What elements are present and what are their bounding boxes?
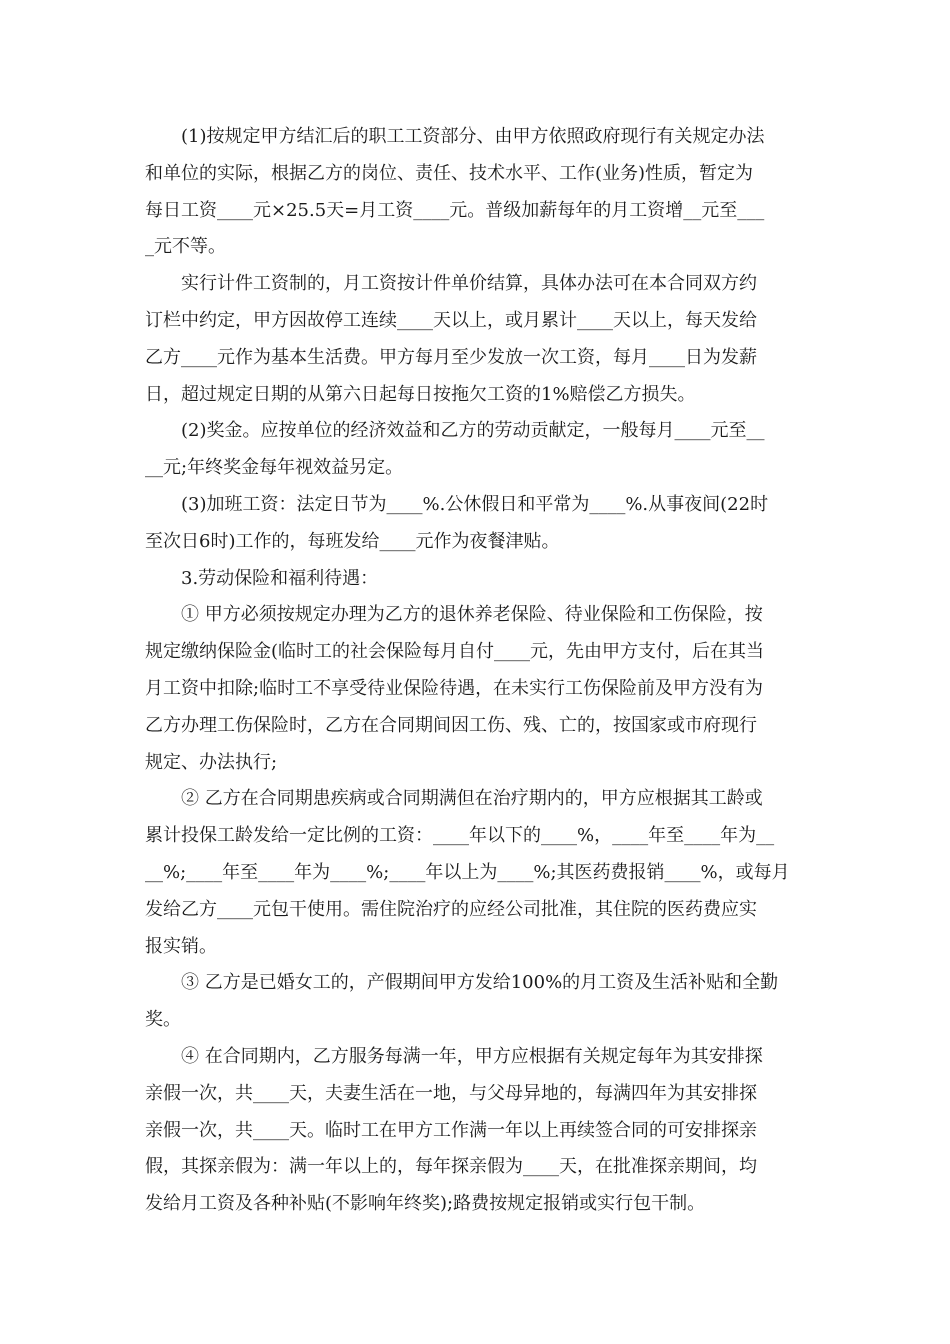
paragraph-sick-leave <box>145 781 807 965</box>
text-line: (3)加班工资：法定日节为____%.公休假日和平常为____%.从事夜间(22时 <box>181 493 769 515</box>
text-line: (1)按规定甲方结汇后的职工工资部分、由甲方依照政府现行有关规定办法 <box>181 126 765 147</box>
paragraph-home-leave <box>145 1039 807 1223</box>
text-line: 报实销。 <box>145 935 217 957</box>
text-line: 假，其探亲假为：满一年以上的，每年探亲假为____天，在批准探亲期间，均 <box>145 1156 757 1178</box>
text-line: 发给月工资及各种补贴(不影响年终奖);路费按规定报销或实行包干制。 <box>145 1193 706 1215</box>
document-body <box>145 119 807 1223</box>
paragraph-piecework-wage <box>145 266 807 413</box>
text-line: 亲假一次，共____天。临时工在甲方工作满一年以上再续签合同的可安排探亲 <box>145 1119 757 1141</box>
text-line: 每日工资____元×25.5天=月工资____元。普级加薪每年的月工资增__元至___ <box>145 199 765 221</box>
text-line: (2)奖金。应按单位的经济效益和乙方的劳动贡献定，一般每月____元至__ <box>181 420 765 442</box>
text-line: 日，超过规定日期的从第六日起每日按拖欠工资的1%赔偿乙方损失。 <box>145 383 696 405</box>
text-line: 月工资中扣除;临时工不享受待业保险待遇，在未实行工伤保险前及甲方没有为 <box>145 677 764 699</box>
paragraph-overtime-pay <box>145 487 807 561</box>
text-line: 3.劳动保险和福利待遇： <box>181 567 379 589</box>
text-line: ① 甲方必须按规定办理为乙方的退休养老保险、待业保险和工伤保险，按 <box>181 604 763 626</box>
paragraph-basic-wage <box>145 119 807 266</box>
text-line: 乙方办理工伤保险时，乙方在合同期间因工伤、残、亡的，按国家或市府现行 <box>145 714 757 736</box>
text-line: 至次日6时)工作的，每班发给____元作为夜餐津贴。 <box>145 530 560 552</box>
text-line: __%;____年至____年为____%;____年以上为____%;其医药费报销____%，或每月 <box>145 861 790 883</box>
text-line: __元;年终奖金每年视效益另定。 <box>145 457 404 479</box>
text-line: 订栏中约定，甲方因故停工连续____天以上，或月累计____天以上，每天发给 <box>145 309 757 331</box>
text-line: 规定、办法执行; <box>145 751 278 773</box>
text-line: 亲假一次，共____天，夫妻生活在一地，与父母异地的，每满四年为其安排探 <box>145 1082 757 1104</box>
paragraph-insurance <box>145 597 807 781</box>
text-line: ④ 在合同期内，乙方服务每满一年，甲方应根据有关规定每年为其安排探 <box>181 1045 763 1067</box>
text-line: 奖。 <box>145 1009 181 1031</box>
text-line: 乙方____元作为基本生活费。甲方每月至少发放一次工资，每月____日为发薪 <box>145 346 757 368</box>
text-line: ② 乙方在合同期患疾病或合同期满但在治疗期内的，甲方应根据其工龄或 <box>181 788 763 810</box>
paragraph-maternity-leave <box>145 965 807 1039</box>
text-line: 规定缴纳保险金(临时工的社会保险每月自付____元，先由甲方支付，后在其当 <box>145 641 765 663</box>
text-line: 实行计件工资制的，月工资按计件单价结算，具体办法可在本合同双方约 <box>181 273 757 295</box>
section-heading-insurance-welfare <box>145 561 807 598</box>
text-line: _元不等。 <box>145 236 226 258</box>
paragraph-bonus <box>145 413 807 487</box>
text-line: 和单位的实际，根据乙方的岗位、责任、技术水平、工作(业务)性质，暂定为 <box>145 162 754 184</box>
text-line: 发给乙方____元包干使用。需住院治疗的应经公司批准，其住院的医药费应实 <box>145 898 757 920</box>
text-line: 累计投保工龄发给一定比例的工资：____年以下的____%，____年至____年为__ <box>145 825 775 847</box>
text-line: ③ 乙方是已婚女工的，产假期间甲方发给100%的月工资及生活补贴和全勤 <box>181 972 779 994</box>
